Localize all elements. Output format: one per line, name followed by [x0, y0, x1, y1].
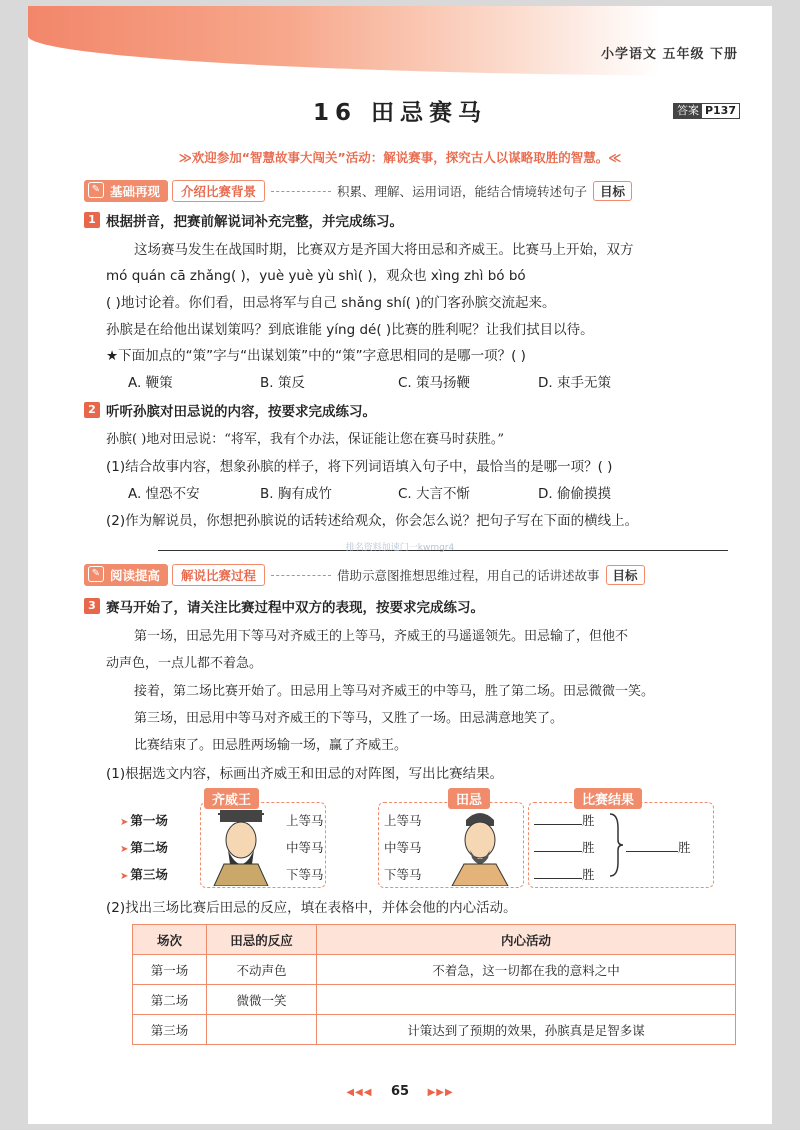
q3-sub-2: (2)找出三场比赛后田忌的反应，填在表格中，并体会他的内心活动。: [106, 900, 517, 916]
round-label-3: ➤ 第三场: [120, 865, 168, 883]
q1-option-c[interactable]: C. 策马扬鞭: [398, 375, 471, 391]
table-header: 场次: [133, 925, 207, 955]
king-portrait: [204, 806, 278, 886]
tianji-horse-3: 下等马: [384, 867, 422, 882]
section-goal-text: 借助示意图推想思维过程，用自己的话讲述故事: [337, 568, 600, 583]
table-cell-blank[interactable]: [207, 1015, 317, 1045]
intro-banner: ≫欢迎参加“智慧故事大闯关”活动：解说赛事，探究古人以谋略取胜的智慧。≪: [178, 150, 622, 165]
book-icon: ✎: [88, 182, 104, 198]
table-header: 内心活动: [317, 925, 736, 955]
page-footer: [28, 1084, 772, 1099]
q2-quote: 孙膑( )地对田忌说：“将军，我有个办法，保证能让您在赛马时获胜。”: [106, 432, 505, 447]
goal-badge: 目标: [593, 181, 632, 201]
q1-line-3: ( )地讨论着。你们看，田忌将军与自己 shǎng shí( )的门客孙膑交流起来。: [106, 295, 556, 311]
q3-para-1b: 动声色，一点儿都不着急。: [106, 656, 263, 671]
q2-option-c[interactable]: C. 大言不惭: [398, 486, 471, 502]
q2-option-d[interactable]: D. 偷偷摸摸: [538, 486, 611, 502]
table-cell: 第一场: [133, 955, 207, 985]
section-subtitle: 介绍比赛背景: [172, 180, 265, 202]
brace-icon: [608, 812, 624, 878]
result-blank-3[interactable]: 胜: [534, 865, 595, 883]
answer-label: 答案: [674, 104, 702, 118]
table-cell: 不着急，这一切都在我的意料之中: [317, 955, 736, 985]
tianji-horse-1: 上等马: [384, 813, 422, 828]
q3-para-1a: 第一场，田忌先用下等马对齐威王的上等马，齐威王的马遥遥领先。田忌输了，但他不: [134, 629, 629, 644]
reaction-table: [132, 924, 736, 1045]
tianji-label: 田忌: [448, 788, 490, 809]
tianji-horse-2: 中等马: [384, 840, 422, 855]
q1-star-question: ★下面加点的“策”字与“出谋划策”中的“策”字意思相同的是哪一项？( ): [106, 348, 526, 364]
question-3-title: 3 赛马开始了，请关注比赛过程中双方的表现，按要求完成练习。: [84, 596, 484, 616]
result-blank-2[interactable]: 胜: [534, 838, 595, 856]
section-tag: ✎ 阅读提高: [84, 564, 168, 586]
king-horse-2: 中等马: [286, 840, 324, 855]
section-goal-text: 积累、理解、运用词语，能结合情境转述句子: [337, 184, 588, 199]
question-1-title: 1 根据拼音，把赛前解说词补充完整，并完成练习。: [84, 210, 403, 230]
q2-sub-2: (2)作为解说员，你想把孙膑说的话转述给观众，你会怎么说？把句子写在下面的横线上。: [106, 513, 639, 529]
workbook-page: [28, 6, 772, 1124]
q1-option-b[interactable]: B. 策反: [260, 375, 305, 391]
king-label: 齐威王: [204, 788, 259, 809]
q2-sub-1: (1)结合故事内容，想象孙膑的样子，将下列词语填入句子中，最恰当的是哪一项？( ): [106, 459, 613, 475]
result-blank-1[interactable]: 胜: [534, 811, 595, 829]
table-header: 田忌的反应: [207, 925, 317, 955]
header-subject: 小学语文 五年级 下册: [600, 47, 738, 62]
watermark-text: 排名资料加速门一kwmgr4: [345, 543, 455, 553]
goal-badge: 目标: [606, 565, 645, 585]
table-cell: 微微一笑: [207, 985, 317, 1015]
table-row: [133, 955, 736, 985]
table-cell-blank[interactable]: [317, 985, 736, 1015]
prev-arrows-icon: ◀◀◀: [346, 1087, 373, 1098]
table-cell: 计策达到了预期的效果，孙膑真是足智多谋: [317, 1015, 736, 1045]
table-header-row: [133, 925, 736, 955]
section-subtitle: 解说比赛过程: [172, 564, 265, 586]
result-final-blank[interactable]: 胜: [626, 838, 691, 856]
q2-option-b[interactable]: B. 胸有成竹: [260, 486, 332, 502]
page-title: 16 田忌赛马: [312, 100, 487, 126]
header-band: [28, 6, 772, 76]
question-number: 2: [84, 402, 100, 418]
next-arrows-icon: ▶▶▶: [427, 1087, 454, 1098]
table-cell: 不动声色: [207, 955, 317, 985]
round-label-1: ➤ 第一场: [120, 811, 168, 829]
tianji-portrait: [442, 806, 518, 886]
question-number: 1: [84, 212, 100, 228]
q1-line-2: mó quán cā zhǎng( )，yuè yuè yù shì( )，观众也 xìng zhì bó bó: [106, 268, 526, 284]
q2-option-a[interactable]: A. 惶恐不安: [128, 486, 200, 502]
table-row: [133, 1015, 736, 1045]
section-bar-reading: [84, 564, 734, 586]
section-bar-basic: [84, 180, 734, 202]
q1-line-4: 孙膑是在给他出谋划策吗？到底谁能 yíng dé( )比赛的胜利呢？让我们拭目以待。: [106, 322, 594, 338]
page-number: 65: [390, 1084, 410, 1099]
king-horse-3: 下等马: [286, 867, 324, 882]
result-label: 比赛结果: [574, 788, 642, 809]
table-row: [133, 985, 736, 1015]
question-2-title: 2 听听孙膑对田忌说的内容，按要求完成练习。: [84, 400, 376, 420]
q3-sub-1: (1)根据选文内容，标画出齐威王和田忌的对阵图，写出比赛结果。: [106, 766, 504, 782]
q1-option-a[interactable]: A. 鞭策: [128, 375, 173, 391]
round-label-2: ➤ 第二场: [120, 838, 168, 856]
section-tag: ✎ 基础再现: [84, 180, 168, 202]
table-cell: 第二场: [133, 985, 207, 1015]
q1-line-1: 这场赛马发生在战国时期，比赛双方是齐国大将田忌和齐威王。比赛马上开始，双方: [134, 242, 634, 258]
answer-page: P137: [704, 104, 736, 117]
q3-para-4: 比赛结束了。田忌胜两场输一场，赢了齐威王。: [134, 738, 408, 753]
q1-option-d[interactable]: D. 束手无策: [538, 375, 611, 391]
king-horse-1: 上等马: [286, 813, 324, 828]
dotted-divider: [271, 191, 331, 192]
book-icon: ✎: [88, 566, 104, 582]
q3-para-3: 第三场，田忌用中等马对齐威王的下等马，又胜了一场。田忌满意地笑了。: [134, 711, 564, 726]
q3-para-2: 接着，第二场比赛开始了。田忌用上等马对齐威王的中等马，胜了第二场。田忌微微一笑。: [134, 684, 655, 699]
dotted-divider: [271, 575, 331, 576]
question-number: 3: [84, 598, 100, 614]
answer-ref: [673, 103, 740, 119]
crown-shape: [220, 810, 262, 822]
table-cell: 第三场: [133, 1015, 207, 1045]
